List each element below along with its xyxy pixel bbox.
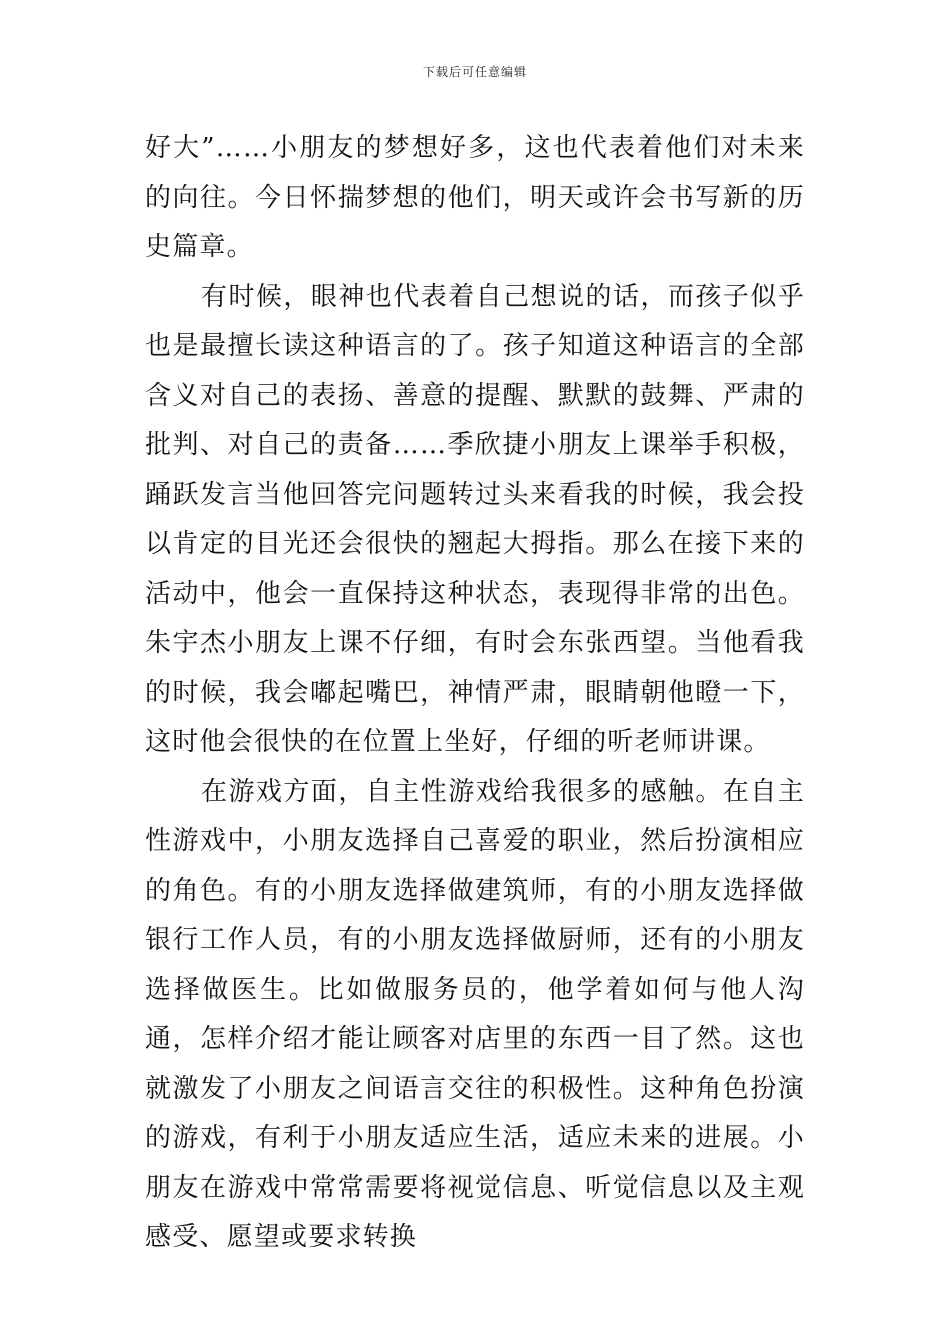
paragraph-3: 在游戏方面，自主性游戏给我很多的感触。在自主性游戏中，小朋友选择自己喜爱的职业，然后扮演相应的角色。有的小朋友选择做建筑师，有的小朋友选择做银行工作人员，有的小朋友选择做厨师，还有的小朋友选择做医生。比如做服务员的，他学着如何与他人沟通，怎样介绍才能让顾客对店里的东西一目了然。这也就激发了小朋友之间语言交往的积极性。这种角色扮演的游戏，有利于小朋友适应生活，适应未来的进展。小朋友在游戏中常常需要将视觉信息、听觉信息以及主观感受、愿望或要求转换 (145, 776, 805, 1252)
page-header-note: 下载后可任意编辑 (422, 65, 527, 79)
document-body (145, 124, 805, 1263)
paragraph-2: 有时候，眼神也代表着自己想说的话，而孩子似乎也是最擅长读这种语言的了。孩子知道这种语言的全部含义对自己的表扬、善意的提醒、默默的鼓舞、严肃的批判、对自己的责备……季欣捷小朋友上课举手积极，踊跃发言当他回答完问题转过头来看我的时候，我会投以肯定的目光还会很快的翘起大拇指。那么在接下来的活动中，他会一直保持这种状态，表现得非常的出色。朱宇杰小朋友上课不仔细，有时会东张西望。当他看我的时候，我会嘟起嘴巴，神情严肃，眼睛朝他瞪一下，这时他会很快的在位置上坐好，仔细的听老师讲课。 (145, 281, 805, 757)
paragraph-1: 好大”……小朋友的梦想好多，这也代表着他们对未来的向往。今日怀揣梦想的他们，明天或许会书写新的历史篇章。 (145, 133, 805, 262)
